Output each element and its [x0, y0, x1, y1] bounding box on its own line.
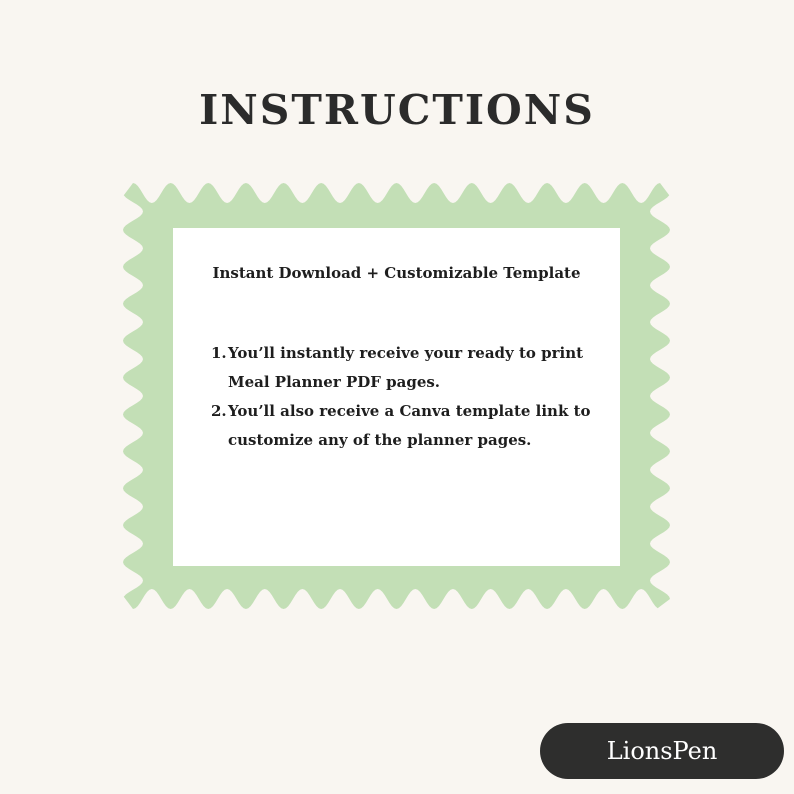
step-number: 2. — [211, 402, 227, 420]
instruction-card — [173, 228, 620, 566]
page-title: INSTRUCTIONS — [199, 86, 595, 134]
step-number: 1. — [211, 344, 227, 362]
step-item — [211, 339, 611, 397]
card-heading: Instant Download + Customizable Template — [212, 264, 581, 282]
step-item — [211, 397, 611, 455]
brand-badge — [540, 723, 784, 779]
step-text: You’ll instantly receive your ready to print Meal Planner PDF pages. — [228, 344, 584, 391]
step-text: You’ll also receive a Canva template link to customize any of the planner pages. — [228, 402, 591, 449]
brand-name: LionsPen — [606, 737, 718, 765]
instruction-steps — [211, 339, 611, 455]
